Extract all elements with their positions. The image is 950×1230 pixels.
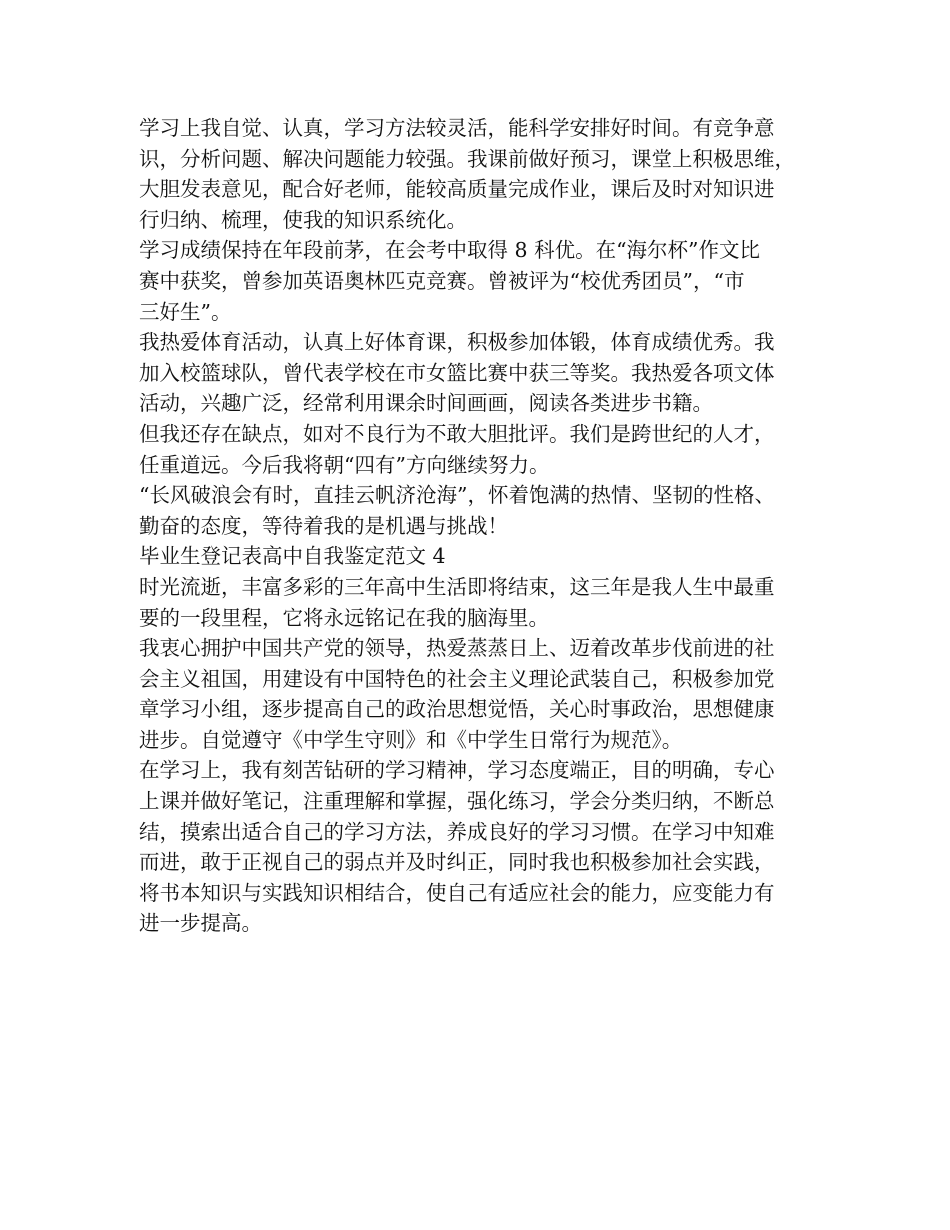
paragraph-political [139,633,829,755]
text-line: 勤奋的态度，等待着我的是机遇与挑战！ [139,513,508,538]
text-line: 任重道远。今后我将朝“四有”方向继续努力。 [139,452,550,477]
text-line: 进步。自觉遵守《中学生守则》和《中学生日常行为规范》。 [139,727,683,752]
section-heading [139,541,829,572]
text-line: 时光流逝，丰富多彩的三年高中生活即将结束，这三年是我人生中最重 [139,574,775,599]
paragraph-study-habits [139,113,829,235]
text-line: 进一步提高。 [139,911,262,936]
text-line: 但我还存在缺点，如对不良行为不敢大胆批评。我们是跨世纪的人才， [139,421,775,446]
text-line: 会主义祖国，用建设有中国特色的社会主义理论武装自己，积极参加党 [139,666,775,691]
text-line: 活动，兴趣广泛，经常利用课余时间画画，阅读各类进步书籍。 [139,391,713,416]
text-line: 在学习上，我有刻苦钻研的学习精神，学习态度端正，目的明确，专心 [139,758,775,783]
paragraph-closing-quote [139,480,829,541]
text-line: 加入校篮球队，曾代表学校在市女篮比赛中获三等奖。我热爱各项文体 [139,360,775,385]
text-line: 要的一段里程，它将永远铭记在我的脑海里。 [139,605,549,630]
paragraph-shortcomings [139,419,829,480]
text-line: 大胆发表意见，配合好老师，能较高质量完成作业，课后及时对知识进 [139,177,775,202]
text-line: 行归纳、梳理，使我的知识系统化。 [139,207,467,232]
text-line: 三好生”。 [139,299,232,324]
document-body [139,113,829,939]
paragraph-intro [139,572,829,633]
text-line: 上课并做好笔记，注重理解和掌握，强化练习，学会分类归纳，不断总 [139,789,775,814]
text-line: 而进，敢于正视自己的弱点并及时纠正，同时我也积极参加社会实践， [139,850,775,875]
paragraph-learning [139,755,829,939]
text-line: 识，分析问题、解决问题能力较强。我课前做好预习，课堂上积极思维， [139,146,795,171]
text-line: 我衷心拥护中国共产党的领导，热爱蒸蒸日上、迈着改革步伐前进的社 [139,636,775,661]
text-line: 我热爱体育活动，认真上好体育课，积极参加体锻，体育成绩优秀。我 [139,330,775,355]
paragraph-sports [139,327,829,419]
paragraph-achievements [139,235,829,327]
text-line: 学习成绩保持在年段前茅，在会考中取得 8 科优。在“海尔杯”作文比 [139,238,761,263]
text-line: 将书本知识与实践知识相结合，使自己有适应社会的能力，应变能力有 [139,880,775,905]
text-line: 学习上我自觉、认真，学习方法较灵活，能科学安排好时间。有竞争意 [139,116,775,140]
text-line: 章学习小组，逐步提高自己的政治思想觉悟，关心时事政治，思想健康 [139,697,775,722]
text-line: 赛中获奖，曾参加英语奥林匹克竞赛。曾被评为“校优秀团员”，“市 [139,268,745,293]
text-line: “长风破浪会有时，直挂云帆济沧海”，怀着饱满的热情、坚韧的性格、 [139,483,775,508]
heading-line: 毕业生登记表高中自我鉴定范文 4 [139,544,446,569]
text-line: 结，摸索出适合自己的学习方法，养成良好的学习习惯。在学习中知难 [139,819,775,844]
